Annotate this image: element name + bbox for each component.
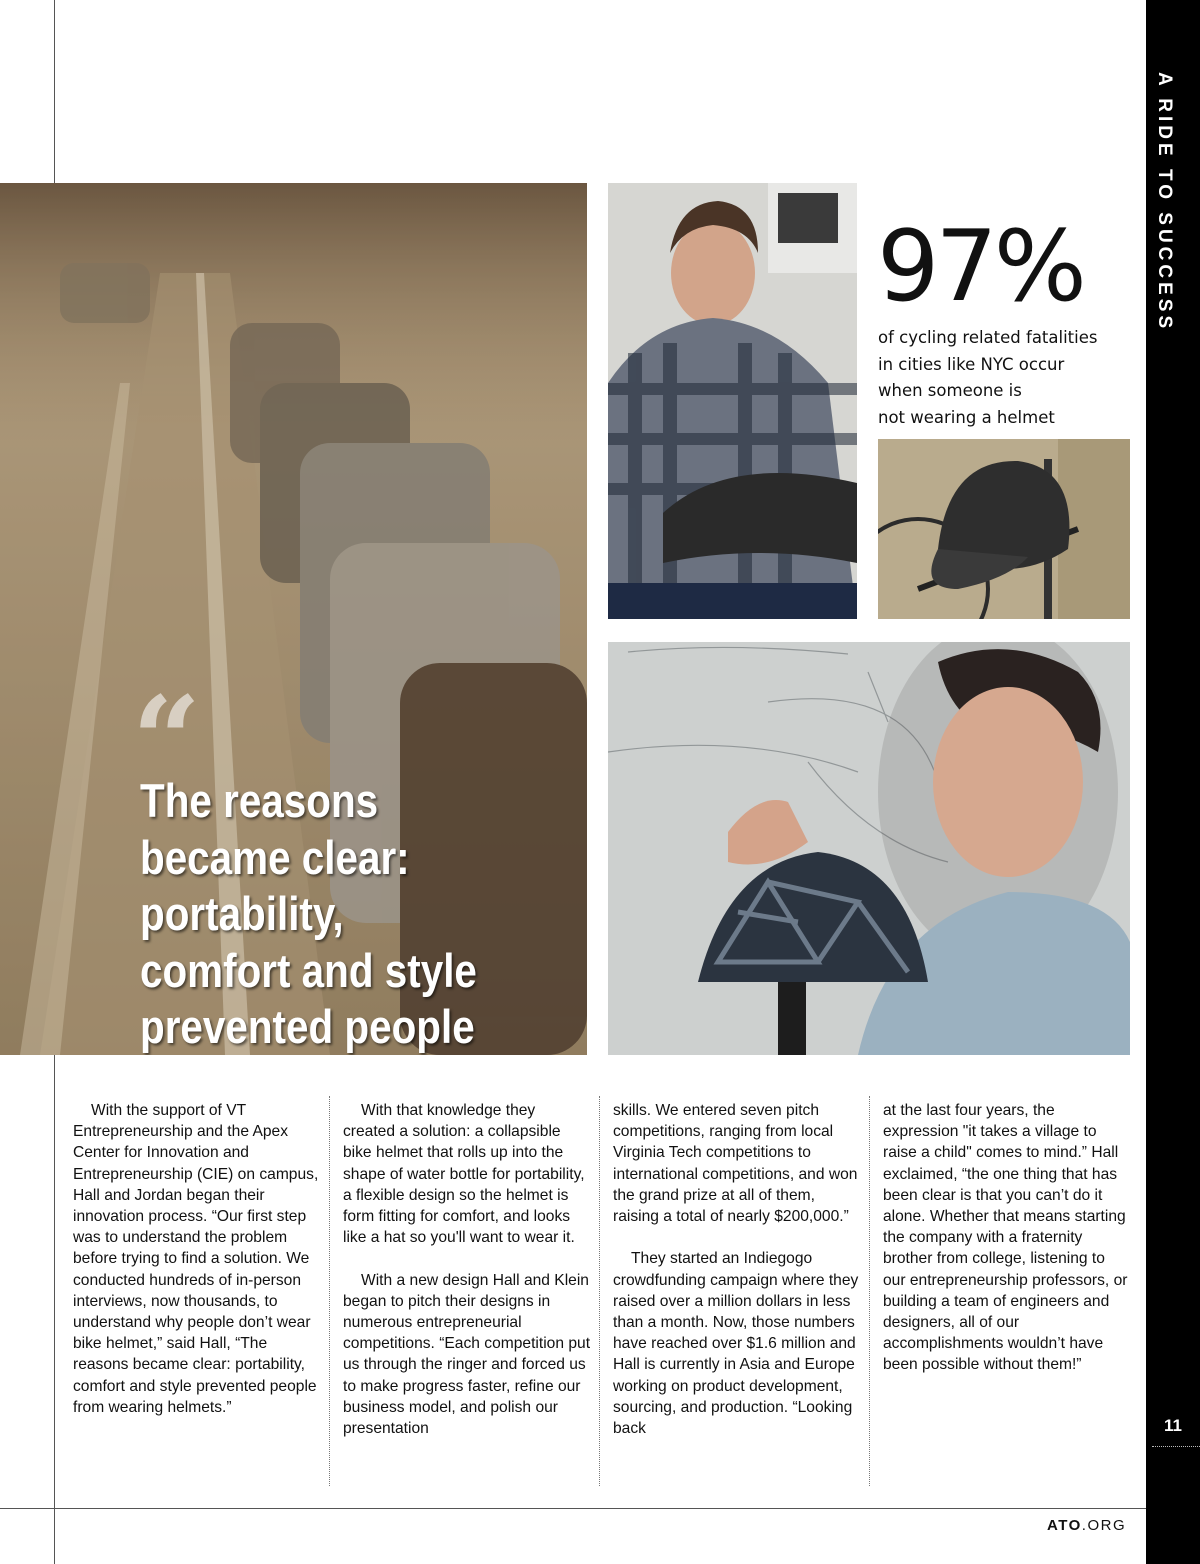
body-paragraph: With a new design Hall and Klein began to pitch their designs in numerous entrepreneurial competitions. “Each competition put us through the ringer and forced us to make progress faster, refine our business model, and polish our presentation [343,1271,591,1438]
body-column-3 [613,1100,861,1439]
stat-caption-line: when someone is [878,381,1022,400]
column-divider [599,1096,600,1486]
stat-caption-line: in cities like NYC occur [878,354,1065,374]
helmet-design-photo [608,642,1130,1055]
footer-rule [0,1508,1146,1509]
column-divider [869,1096,870,1486]
stat-caption [878,325,1138,431]
quote-mark: “ [132,670,202,811]
body-paragraph: skills. We entered seven pitch competitions, ranging from local Virginia Tech competitions to international competitions, and won the grand prize at all of them, raising a total of nearly $200,000.” [613,1102,858,1226]
stat-caption-line: not wearing a helmet [878,407,1055,427]
helmet-design-illustration [608,642,1130,1055]
stat-caption-line: of cycling related fatalities [878,328,1098,347]
section-title: A RIDE TO SUCCESS [1154,72,1175,333]
body-paragraph: at the last four years, the expression "it takes a village to raise a child" comes to mind.” Hall exclaimed, “the one thing that has been clear is that you can’t do it alone. Whether that means starting the company with a fraternity brother from college, listening to our entrepreneurship professors, or building a team of engineers and designers, all of our accomplishments wouldn’t have been possible without them!” [883,1102,1128,1374]
pull-quote: The reasons became clear: portability, comfort and style prevented people [140,774,477,1053]
body-paragraph: With the support of VT Entrepreneurship and the Apex Center for Innovation and Entrepreneurship (CIE) on campus, Hall and Jordan began their innovation process. “Our first step was to understand the problem before trying to find a solution. We conducted hundreds of in-person interviews, now thousands, to understand why people don’t wear bike helmet,” said Hall, “The reasons became clear: portability, comfort and style prevented people from wearing helmets.” [73,1102,319,1416]
footer-site-link[interactable] [1047,1517,1126,1534]
footer-site-suffix: .ORG [1081,1517,1127,1534]
helmet-on-bike-photo [878,439,1130,619]
column-divider [329,1096,330,1486]
page-number: 11 [1164,1416,1182,1435]
body-paragraph: They started an Indiegogo crowdfunding campaign where they raised over a million dollars in less than a month. Now, those numbers have reached over $1.6 million and Hall is currently in Asia and Europe working on product development, sourcing, and production. “Looking back [613,1250,859,1438]
helmet-on-bike-illustration [878,439,1130,619]
footer-site-bold: ATO [1047,1517,1082,1534]
street-photo [0,183,587,1055]
body-column-2 [343,1100,591,1439]
founder-photo-illustration [608,183,857,619]
stat-number: 97% [877,210,1083,324]
body-column-4 [883,1100,1131,1376]
body-paragraph: With that knowledge they created a solution: a collapsible bike helmet that rolls up into the shape of water bottle for portability, a flexible design so the helmet is form fitting for comfort, and looks like a hat so you'll want to wear it. [343,1102,585,1247]
page-number-divider [1152,1446,1200,1447]
body-column-1 [73,1100,321,1418]
founder-photo [608,183,857,619]
